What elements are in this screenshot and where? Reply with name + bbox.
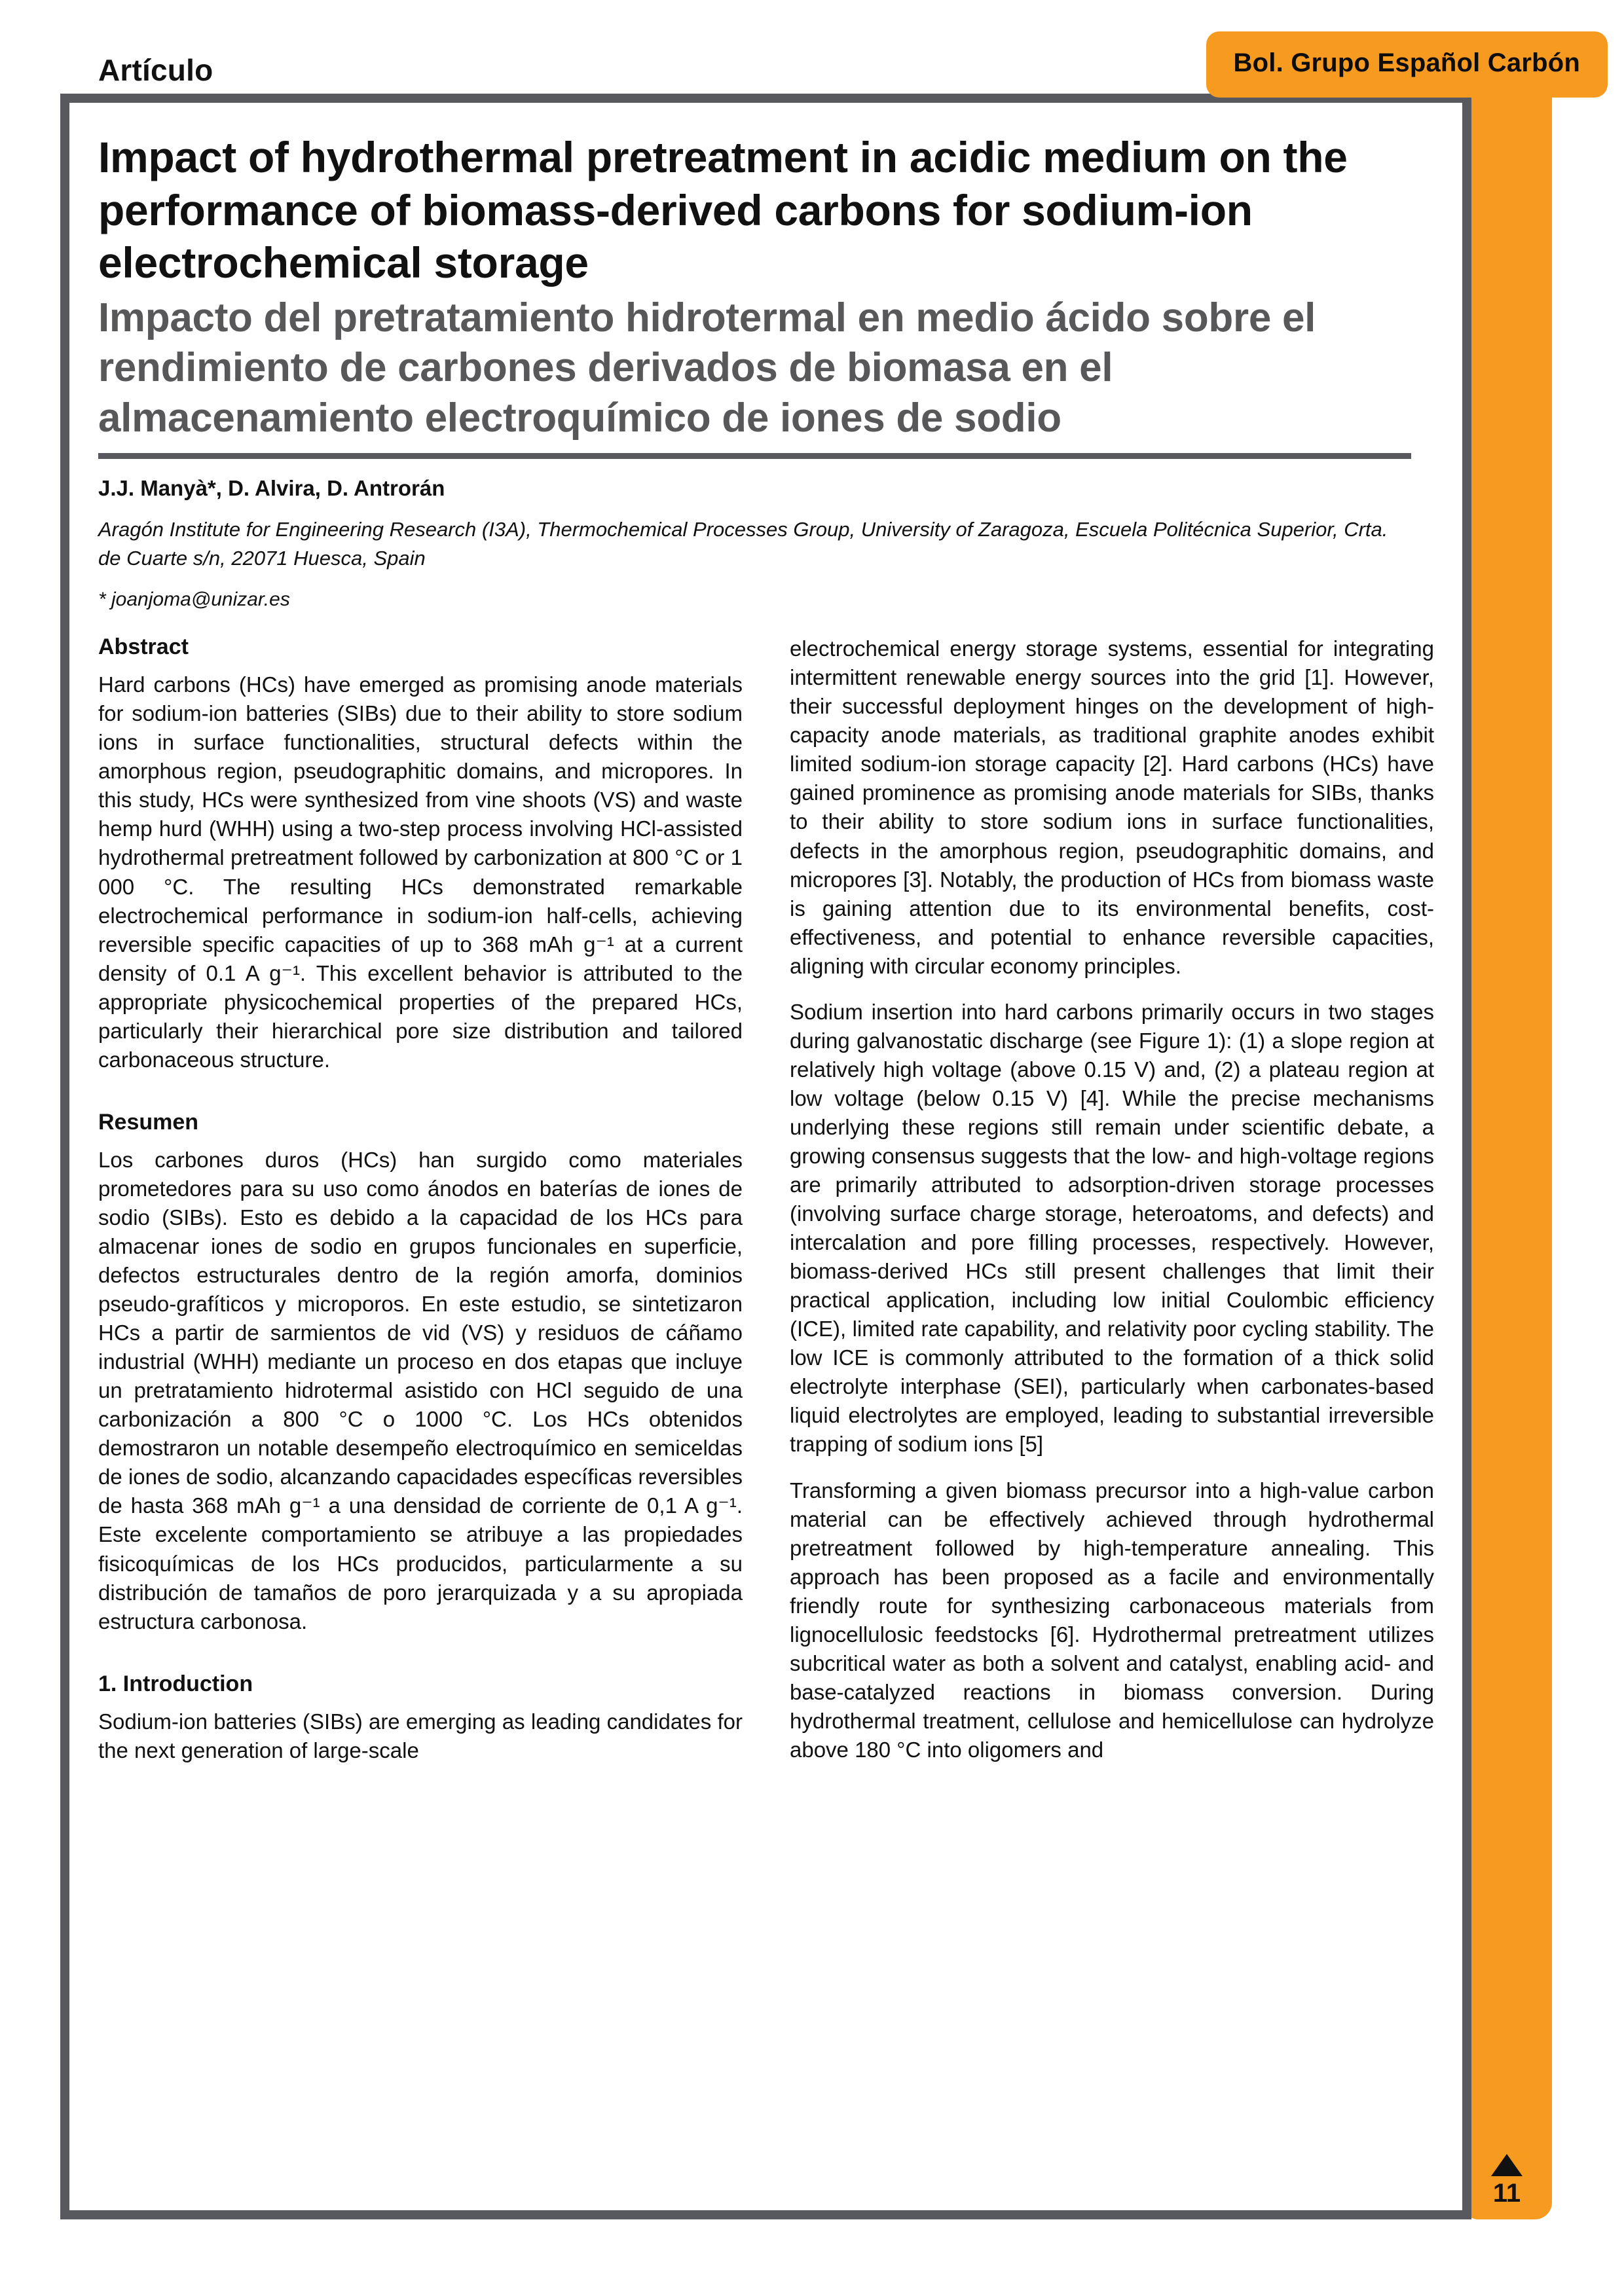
running-head: Artículo bbox=[98, 53, 213, 87]
triangle-up-icon bbox=[1491, 2154, 1522, 2176]
corresponding-email: * joanjoma@unizar.es bbox=[98, 589, 290, 611]
title-divider bbox=[98, 453, 1411, 459]
resumen-body: Los carbones duros (HCs) han surgido como materiales prometedores para su uso como ánodos en baterías de iones de sodio (SIBs). Esto es debido a la capacidad de los HCs para almacenar iones de sodio en grupos funcionales en superficie, defectos estructurales dentro de la región amorfa, dominios pseudo-grafíticos y microporos. En este estudio, se sintetizaron HCs a partir de sarmientos de vid (VS) y residuos de cáñamo industrial (WHH) mediante un proceso en dos etapas que incluye un pretratamiento hidrotermal asistido con HCl seguido de una carbonización a 800 °C o 1000 °C. Los HCs obtenidos demostraron un notable desempeño electroquímico en semiceldas de iones de sodio, alcanzando capacidades específicas reversibles de hasta 368 mAh g⁻¹ a una densidad de corriente de 0,1 A g⁻¹. Este excelente comportamiento se atribuye a las propiedades fisicoquímicas de los HCs producidos, particularmente a su distribución de tamaños de poro jerarquizada y a su apropiada estructura carbonosa. bbox=[98, 1147, 743, 1633]
introduction-paragraph-1-right: electrochemical energy storage systems, essential for integrating intermittent renewable energy sources into the grid [1]. However, their successful deployment hinges on the development of high-capacity anode materials, as traditional graphite anodes exhibit limited sodium-ion storage capacity [2]. Hard carbons (HCs) have gained prominence as promising anode materials for SIBs, thanks to their ability to store sodium ions in surface functionalities, defects in the amorphous region, pseudographitic domains, and micropores [3]. Notably, the production of HCs from biomass waste is gaining attention due to its environmental benefits, cost-effectiveness, and potential to enhance reversible capacities, aligning with circular economy principles. bbox=[790, 636, 1434, 978]
two-column-layout bbox=[98, 634, 1434, 1781]
introduction-paragraph-2: Sodium insertion into hard carbons primarily occurs in two stages during galvanostatic discharge (see Figure 1): (1) a slope region at relatively high voltage (above 0.15 V) and, (2) a plateau region at low voltage (below 0.15 V) [4]. While the precise mechanisms underlying these regions still remain under scientific debate, a growing consensus suggests that the low- and high-voltage regions are primarily attributed to adsorption-driven storage processes (involving surface charge storage, heteroatoms, and defects) and intercalation and pore filling processes, respectively. However, biomass-derived HCs still present challenges that limit their practical application, including low initial Coulombic efficiency (ICE), limited rate capability, and relativity poor cycling stability. The low ICE is commonly attributed to the formation of a thick solid electrolyte interphase (SEI), particularly when carbonates-based liquid electrolytes are employed, leading to substantial irreversible trapping of sodium ions [5] bbox=[790, 999, 1434, 1457]
resumen-heading: Resumen bbox=[98, 1109, 199, 1135]
journal-title-tab: Bol. Grupo Español Carbón bbox=[1206, 31, 1608, 98]
right-column bbox=[790, 634, 1434, 1781]
page-subtitle-spanish: Impacto del pretratamiento hidrotermal en medio ácido sobre el rendimiento de carbones derivados de biomasa en el almacenamiento electroquímico de iones de sodio bbox=[98, 295, 1316, 441]
page-marker bbox=[1462, 2154, 1552, 2208]
affiliation: Aragón Institute for Engineering Research (I3A), Thermochemical Processes Group, University of Zaragoza, Escuela Politécnica Superior, Crta. de Cuarte s/n, 22071 Huesca, Spain bbox=[98, 518, 1388, 570]
introduction-paragraph-3: Transforming a given biomass precursor into a high-value carbon material can be effectively achieved through hydrothermal pretreatment followed by high-temperature annealing. This approach has been proposed as a facile and environmentally friendly route for synthesizing carbonaceous materials from lignocellulosic feedstocks [6]. Hydrothermal pretreatment utilizes subcritical water as both a solvent and catalyst, enabling acid- and base-catalyzed reactions in biomass conversion. During hydrothermal treatment, cellulose and hemicellulose can hydrolyze above 180 °C into oligomers and bbox=[790, 1478, 1434, 1762]
orange-spine bbox=[1462, 94, 1552, 2219]
abstract-body: Hard carbons (HCs) have emerged as promising anode materials for sodium-ion batteries (SIBs) due to their ability to store sodium ions in surface functionalities, structural defects within the amorphous region, pseudographitic domains, and micropores. In this study, HCs were synthesized from vine shoots (VS) and waste hemp hurd (WHH) using a two-step process involving HCl-assisted hydrothermal pretreatment followed by carbonization at 800 °C or 1 000 °C. The resulting HCs demonstrated remarkable electrochemical performance in sodium-ion half-cells, achieving reversible specific capacities of up to 368 mAh g⁻¹ at a current density of 0.1 A g⁻¹. This excellent behavior is attributed to the appropriate physicochemical properties of the prepared HCs, particularly their hierarchical pore size distribution and tailored carbonaceous structure. bbox=[98, 672, 743, 1072]
page-number: 11 bbox=[1492, 2179, 1521, 2208]
author-list: J.J. Manyà*, D. Alvira, D. Antrorán bbox=[98, 476, 445, 501]
left-column bbox=[98, 634, 743, 1781]
abstract-heading: Abstract bbox=[98, 634, 189, 660]
introduction-paragraph-1-left: Sodium-ion batteries (SIBs) are emerging as leading candidates for the next generation of large-scale bbox=[98, 1709, 743, 1762]
article-content bbox=[98, 131, 1434, 1781]
introduction-heading: 1. Introduction bbox=[98, 1671, 253, 1696]
page-title: Impact of hydrothermal pretreatment in acidic medium on the performance of biomass-derived carbons for sodium-ion electrochemical storage bbox=[98, 133, 1348, 287]
